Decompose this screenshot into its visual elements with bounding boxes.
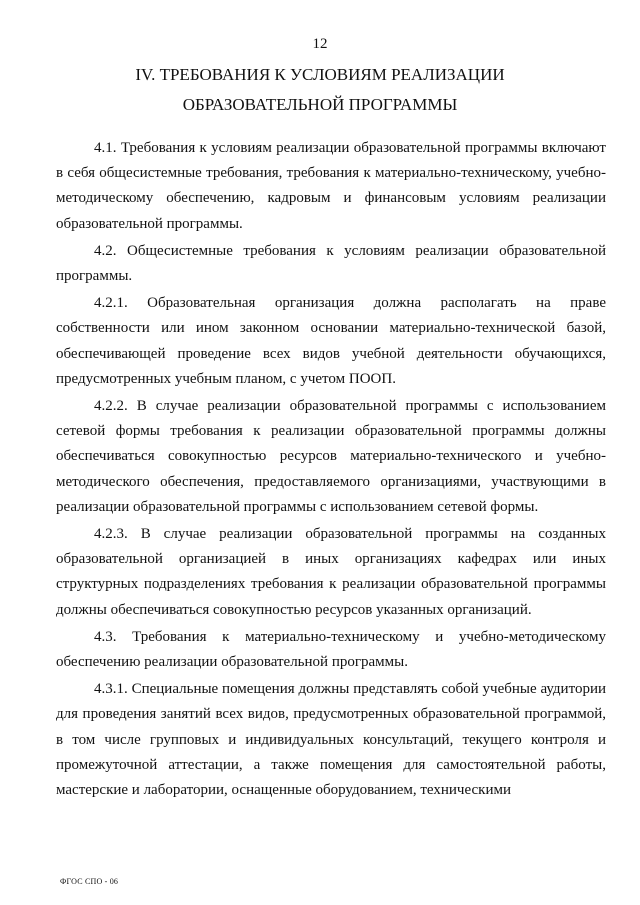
paragraph-4-2-2: 4.2.2. В случае реализации образовательной программы с использованием сетевой формы требования к реализации образовательной программы должны обеспечиваться совокупностью ресурсов материально-технического и учебно-методического обеспечения, предоставляемого организациями, участвующими в реализации образовательной программы с использованием сетевой формы.: [56, 398, 606, 515]
section-heading: [40, 60, 600, 120]
page-number: 12: [312, 36, 328, 52]
paragraph-4-2-1: 4.2.1. Образовательная организация должна располагать на праве собственности или ином законном основании материально-технической базой, обеспечивающей проведение всех видов учебной деятельности обучающихся, предусмотренных учебным планом, с учетом ПООП.: [56, 295, 606, 387]
paragraph-4-2: 4.2. Общесистемные требования к условиям реализации образовательной программы.: [56, 242, 606, 285]
section-heading-line-2: ОБРАЗОВАТЕЛЬНОЙ ПРОГРАММЫ: [182, 95, 458, 114]
paragraph-4-2-3: 4.2.3. В случае реализации образовательной программы на созданных образовательной организацией в иных организациях кафедрах или иных структурных подразделениях требования к реализации образовательной программы должны обеспечиваться совокупностью ресурсов указанных организаций.: [56, 526, 606, 618]
paragraph-4-3: 4.3. Требования к материально-техническому и учебно-методическому обеспечению реализации образовательной программы.: [56, 628, 606, 671]
document-footer: ФГОС СПО - 06: [60, 877, 119, 886]
body-text: [56, 136, 606, 805]
section-heading-line-1: IV. ТРЕБОВАНИЯ К УСЛОВИЯМ РЕАЛИЗАЦИИ: [135, 65, 505, 84]
paragraph-4-1: 4.1. Требования к условиям реализации образовательной программы включают в себя общесистемные требования, требования к материально-техническому, учебно-методическому обеспечению, кадровым и финансовым условиям реализации образовательной программы.: [56, 140, 606, 232]
paragraph-4-3-1: 4.3.1. Специальные помещения должны представлять собой учебные аудитории для проведения занятий всех видов, предусмотренных образовательной программой, в том числе групповых и индивидуальных консультаций, текущего контроля и промежуточной аттестации, а также помещения для самостоятельной работы, мастерские и лаборатории, оснащенные оборудованием, техническими: [56, 681, 606, 799]
